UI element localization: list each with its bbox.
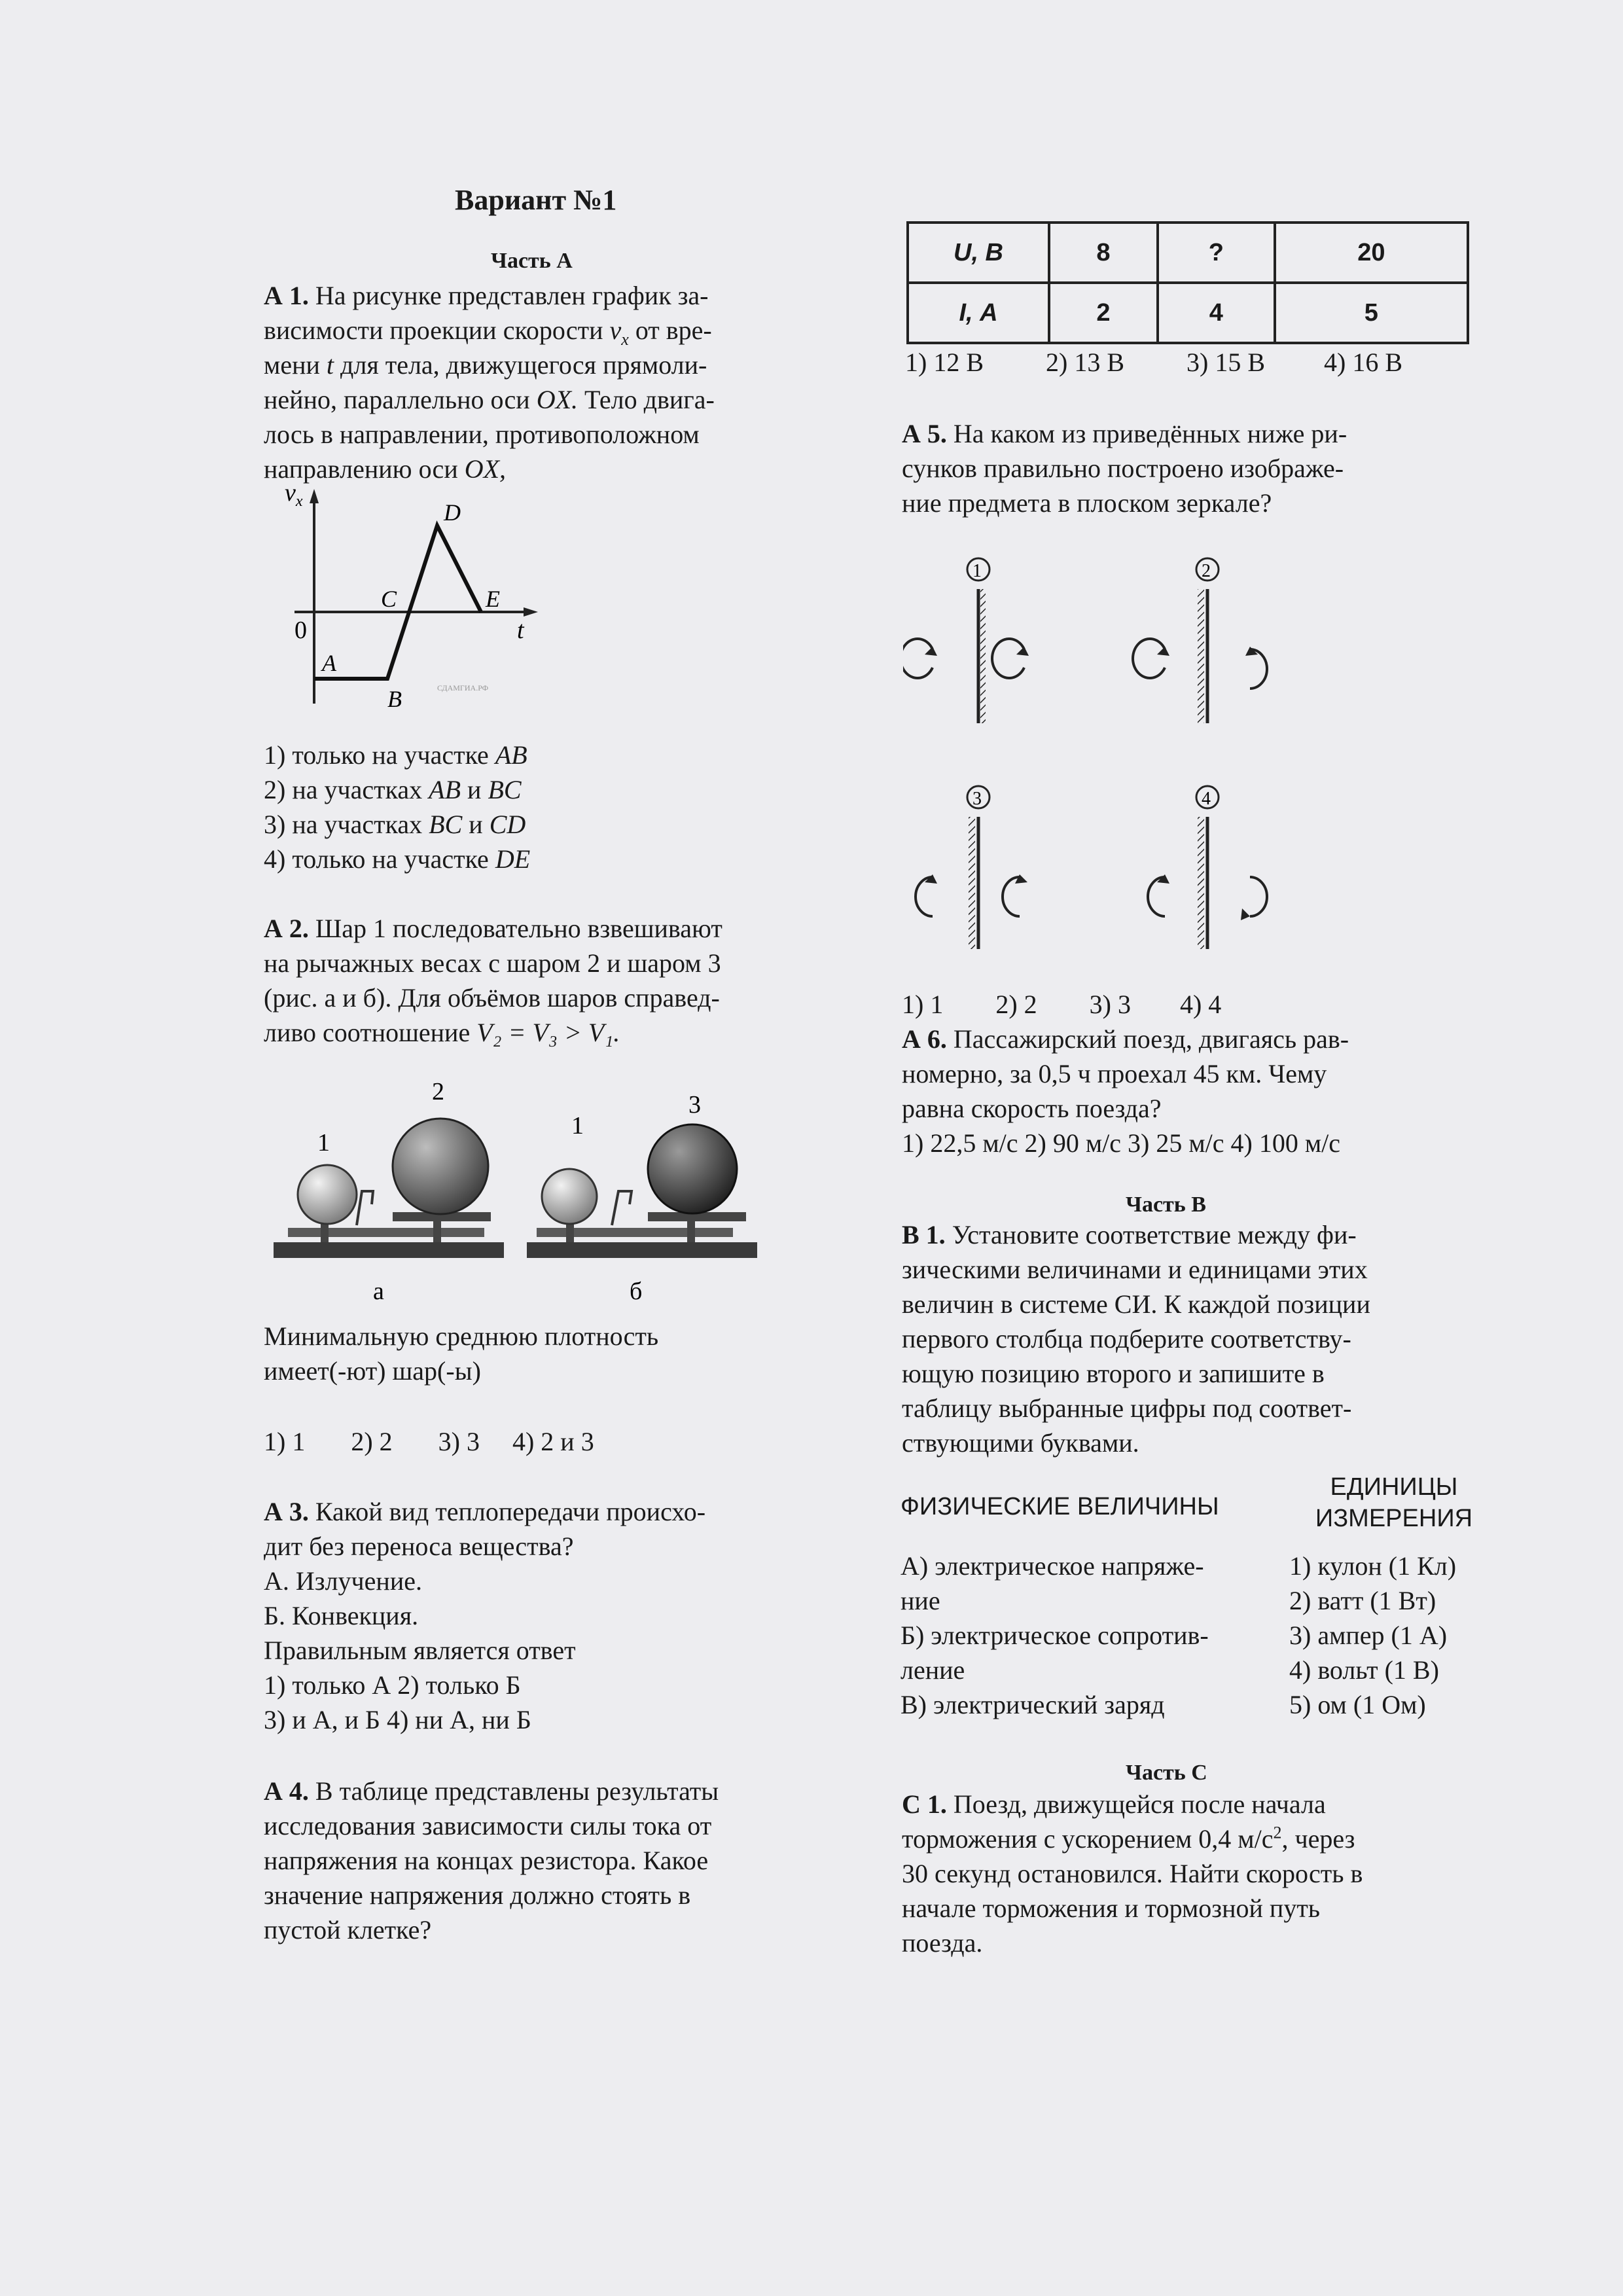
b1-right-list xyxy=(1289,1549,1456,1722)
b1-left-list xyxy=(901,1549,1209,1722)
table-row xyxy=(908,283,1468,343)
graph-ylabel-sub: x xyxy=(295,493,303,510)
a2-q-line: имеет(-ют) шар(-ы) xyxy=(264,1356,481,1386)
fig-label-1: 1 xyxy=(317,1129,330,1157)
a2-line: ливо соотношение xyxy=(264,1018,471,1047)
page-title: Вариант №1 xyxy=(455,184,617,216)
svg-text:vx xyxy=(285,481,303,510)
b1-line: величин в системе СИ. К каждой позиции xyxy=(902,1289,1370,1319)
a4-option-1: 1) 12 В xyxy=(905,348,984,377)
a4-option-4: 4) 16 В xyxy=(1324,348,1402,377)
object-arrow-1 xyxy=(903,639,933,678)
a1-line: нейно, параллельно оси xyxy=(264,385,530,414)
a1-line: Тело двига- xyxy=(584,385,715,414)
a3-line: Правильным является ответ xyxy=(264,1636,576,1665)
point-e: E xyxy=(486,586,500,612)
a5-option-3: 3) 3 xyxy=(1089,990,1131,1019)
a2-options xyxy=(264,1424,594,1459)
question-a2 xyxy=(264,911,722,1050)
b1-line: ющую позицию второго и запишите в xyxy=(902,1359,1325,1388)
c1-sup: 2 xyxy=(1273,1823,1282,1842)
a2-option-4: 4) 2 и 3 xyxy=(512,1427,594,1456)
mirror-mark-4-label: 4 xyxy=(1202,789,1211,809)
a3-line: 3) и А, и Б 4) ни А, ни Б xyxy=(264,1705,531,1734)
image-arrow-2 xyxy=(1250,649,1267,689)
a3-line: Б. Конвекция. xyxy=(264,1601,419,1630)
b1-right-item: 3) ампер (1 А) xyxy=(1289,1621,1448,1650)
point-d: D xyxy=(444,499,461,526)
b1-left-item: А) электрическое напряже- xyxy=(901,1551,1204,1581)
object-arrow-3 xyxy=(916,877,933,916)
a1-option-3: 3) на участках BC и CD xyxy=(264,810,526,839)
a1-line: направлению оси xyxy=(264,454,458,484)
b1-left-item: Б) электрическое сопротив- xyxy=(901,1621,1209,1650)
c1-line: торможения с ускорением 0,4 м/с xyxy=(902,1824,1274,1854)
a4-option-3: 3) 15 В xyxy=(1186,348,1265,377)
a4-line: значение напряжения должно стоять в xyxy=(264,1880,691,1910)
a4-line: В таблице представлены результаты xyxy=(315,1776,719,1806)
a1-number: А 1. xyxy=(264,281,309,310)
balance-a-beam xyxy=(288,1228,484,1237)
a1-options xyxy=(264,738,530,876)
b1-right-item: 1) кулон (1 Кл) xyxy=(1289,1551,1457,1581)
question-a3 xyxy=(264,1494,705,1737)
point-a: A xyxy=(322,650,336,676)
a2-option-2: 2) 2 xyxy=(351,1427,393,1456)
a1-line: мени xyxy=(264,350,320,380)
a3-line: Какой вид теплопередачи происхо- xyxy=(315,1497,706,1526)
a2-option-1: 1) 1 xyxy=(264,1427,306,1456)
b1-line: Установите соответствие между фи- xyxy=(952,1220,1357,1249)
a2-line: (рис. а и б). Для объёмов шаров справед- xyxy=(264,983,720,1013)
part-a-heading: Часть А xyxy=(491,249,573,273)
ball-2 xyxy=(393,1119,488,1214)
a2-line: Шар 1 последовательно взвешивают xyxy=(315,914,722,943)
a2-q-line: Минимальную среднюю плотность xyxy=(264,1321,659,1351)
question-a4 xyxy=(264,1774,719,1947)
graph-line xyxy=(314,526,481,679)
table-cell: 8 xyxy=(1049,223,1158,283)
ball-3 xyxy=(648,1124,737,1213)
graph-watermark: СДАМГИА.РФ xyxy=(437,683,489,692)
graph-x-arrow xyxy=(524,607,538,617)
a1-ox: OX. xyxy=(536,385,579,414)
part-c-heading: Часть С xyxy=(1126,1761,1207,1785)
question-a5 xyxy=(902,416,1347,520)
a4-options xyxy=(905,345,1402,380)
part-b-heading: Часть В xyxy=(1126,1193,1206,1217)
balance-figure xyxy=(268,1073,772,1316)
b1-line: ствующими буквами. xyxy=(902,1428,1139,1458)
a2-line: на рычажных весах с шаром 2 и шаром 3 xyxy=(264,948,721,978)
a1-option-1: 1) только на участке AB xyxy=(264,740,527,770)
a3-line: дит без переноса вещества? xyxy=(264,1532,574,1561)
b1-col2-header xyxy=(1299,1471,1489,1534)
a2-number: А 2. xyxy=(264,914,309,943)
a2-relation: V₂ = V₃ > V₁. xyxy=(476,1018,620,1047)
table-cell: 5 xyxy=(1275,283,1468,343)
a5-option-1: 1) 1 xyxy=(902,990,944,1019)
a2-question xyxy=(264,1319,658,1388)
b1-col2-header-line: ИЗМЕРЕНИЯ xyxy=(1315,1505,1473,1532)
a6-line: Пассажирский поезд, двигаясь рав- xyxy=(953,1024,1349,1054)
velocity-graph xyxy=(281,481,543,717)
balance-b-base xyxy=(527,1242,757,1258)
graph-ylabel: v xyxy=(285,481,296,507)
question-b1 xyxy=(902,1217,1370,1460)
resistor-table xyxy=(906,221,1469,344)
fig-label-a: а xyxy=(373,1278,384,1305)
a6-options: 1) 22,5 м/с 2) 90 м/с 3) 25 м/с 4) 100 м/с xyxy=(902,1128,1340,1158)
a1-line: лось в направлении, противоположном xyxy=(264,420,700,449)
mirror-mark-3-label: 3 xyxy=(972,789,982,809)
b1-left-item: В) электрический заряд xyxy=(901,1690,1165,1719)
a1-line: На рисунке представлен график за- xyxy=(315,281,709,310)
object-arrow-4 xyxy=(1148,877,1165,916)
b1-col1-header: ФИЗИЧЕСКИЕ ВЕЛИЧИНЫ xyxy=(901,1493,1219,1520)
image-arrow-4 xyxy=(1250,877,1267,916)
graph-y-arrow xyxy=(310,489,319,503)
a1-ox2: OX, xyxy=(464,454,507,484)
mirror-figure xyxy=(903,550,1322,956)
table-cell: I, А xyxy=(908,283,1049,343)
b1-col2-header-line: ЕДИНИЦЫ xyxy=(1330,1473,1458,1501)
a4-option-2: 2) 13 В xyxy=(1046,348,1124,377)
a4-line: пустой клетке? xyxy=(264,1915,432,1945)
graph-xlabel: t xyxy=(517,617,524,644)
question-a6 xyxy=(902,1022,1349,1160)
a5-options xyxy=(902,987,1221,1022)
balance-a-base xyxy=(274,1242,504,1258)
a1-line: для тела, движущегося прямоли- xyxy=(340,350,707,380)
table-cell: 2 xyxy=(1049,283,1158,343)
point-b: B xyxy=(387,686,402,712)
b1-right-item: 2) ватт (1 Вт) xyxy=(1289,1586,1436,1615)
question-c1 xyxy=(902,1787,1363,1960)
c1-line: начале торможения и тормозной путь xyxy=(902,1893,1321,1923)
a4-line: напряжения на концах резистора. Какое xyxy=(264,1846,709,1875)
a5-option-4: 4) 4 xyxy=(1179,990,1222,1019)
b1-line: зическими величинами и единицами этих xyxy=(902,1255,1368,1284)
a5-line: ние предмета в плоском зеркале? xyxy=(902,488,1272,518)
a1-vx: v xyxy=(609,315,622,345)
graph-origin: 0 xyxy=(294,617,307,644)
a5-number: А 5. xyxy=(902,419,947,448)
a5-line: сунков правильно построено изображе- xyxy=(902,454,1344,483)
ball-1b xyxy=(542,1169,597,1224)
table-cell: 20 xyxy=(1275,223,1468,283)
balance-a-post xyxy=(321,1223,329,1242)
fig-label-1b: 1 xyxy=(571,1112,584,1139)
a1-line: от вре- xyxy=(635,315,712,345)
a3-number: А 3. xyxy=(264,1497,309,1526)
a1-vx-sub: x xyxy=(621,330,629,349)
a3-line: А. Излучение. xyxy=(264,1566,422,1596)
a6-line: номерно, за 0,5 ч проехал 45 км. Чему xyxy=(902,1059,1327,1088)
table-row xyxy=(908,223,1468,283)
fig-label-b: б xyxy=(630,1278,643,1305)
fig-label-2: 2 xyxy=(432,1078,444,1105)
b1-right-item: 5) ом (1 Ом) xyxy=(1289,1690,1426,1719)
c1-line: , через xyxy=(1281,1824,1355,1854)
a1-line: висимости проекции скорости xyxy=(264,315,603,345)
a5-option-2: 2) 2 xyxy=(995,990,1037,1019)
a1-option-4: 4) только на участке DE xyxy=(264,844,531,874)
a4-line: исследования зависимости силы тока от xyxy=(264,1811,712,1840)
table-cell: ? xyxy=(1158,223,1275,283)
a1-t: t xyxy=(326,350,334,380)
point-c: C xyxy=(381,586,397,612)
table-cell: U, В xyxy=(908,223,1049,283)
a4-number: А 4. xyxy=(264,1776,309,1806)
image-arrow-1 xyxy=(992,639,1024,678)
b1-left-item: ление xyxy=(901,1655,965,1685)
b1-number: В 1. xyxy=(902,1220,946,1249)
a3-line: 1) только А 2) только Б xyxy=(264,1670,521,1700)
b1-left-item: ние xyxy=(901,1586,940,1615)
ball-1a xyxy=(298,1165,357,1224)
c1-line: поезда. xyxy=(902,1928,983,1958)
a6-line: равна скорость поезда? xyxy=(902,1094,1162,1123)
table-cell: 4 xyxy=(1158,283,1275,343)
mirror-mark-2-label: 2 xyxy=(1202,561,1211,581)
a2-option-3: 3) 3 xyxy=(438,1427,480,1456)
c1-number: С 1. xyxy=(902,1789,947,1819)
b1-line: первого столбца подберите соответству- xyxy=(902,1324,1351,1354)
balance-a-post xyxy=(433,1219,441,1242)
a5-line: На каком из приведённых ниже ри- xyxy=(953,419,1347,448)
a1-option-2: 2) на участках AB и BC xyxy=(264,775,522,804)
mirror-mark-1-label: 1 xyxy=(972,561,982,581)
object-arrow-2 xyxy=(1133,639,1165,678)
c1-line: 30 секунд остановился. Найти скорость в xyxy=(902,1859,1363,1888)
question-a1 xyxy=(264,278,715,486)
fig-label-3: 3 xyxy=(688,1091,701,1119)
b1-right-item: 4) вольт (1 В) xyxy=(1289,1655,1439,1685)
b1-line: таблицу выбранные цифры под соответ- xyxy=(902,1393,1352,1423)
c1-line: Поезд, движущейся после начала xyxy=(946,1789,1326,1819)
a6-number: А 6. xyxy=(902,1024,947,1054)
